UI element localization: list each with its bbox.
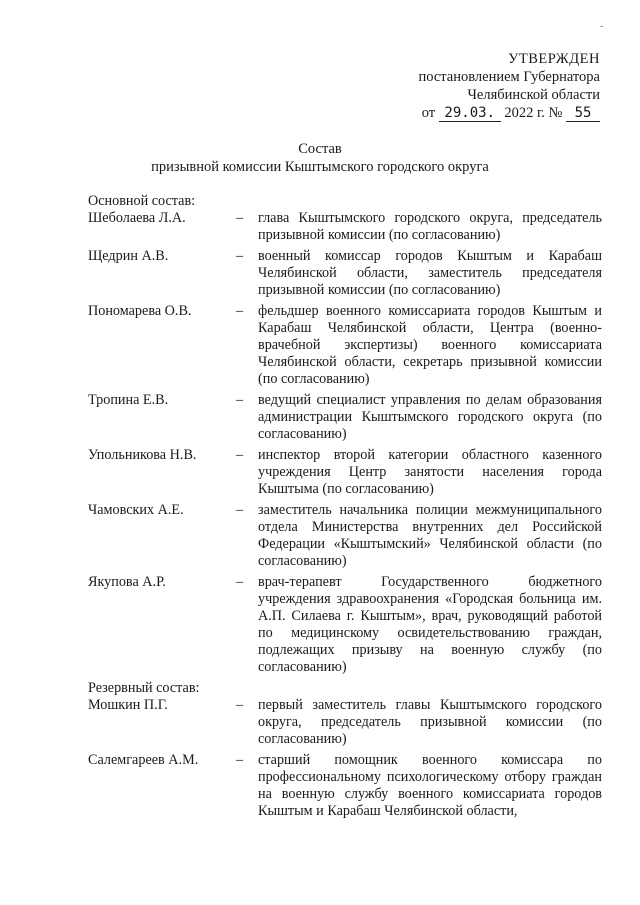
member-row	[88, 502, 602, 570]
approval-stamp	[380, 50, 600, 122]
member-dash: –	[236, 697, 244, 713]
member-role: первый заместитель главы Кыштымского городского округа, председатель призывной комиссии (по согласованию)	[258, 697, 602, 747]
member-role: инспектор второй категории областного казенного учреждения Центр занятости населения города Кыштыма (по согласованию)	[258, 447, 602, 497]
member-dash: –	[236, 303, 244, 319]
member-dash: –	[236, 502, 244, 518]
member-role: ведущий специалист управления по делам образования администрации Кыштымского городского округа (по согласованию)	[258, 392, 602, 442]
member-dash: –	[236, 752, 244, 768]
member-role: старший помощник военного комиссара по профессиональному психологическому отбору граждан на военную службу военного комиссариата городов Кыштым и Карабаш Челябинской области,	[258, 752, 602, 819]
member-name: Чамовских А.Е.	[88, 502, 184, 518]
member-dash: –	[236, 574, 244, 590]
member-role: фельдшер военного комиссариата городов Кыштым и Карабаш Челябинской области, Центра (военно-врачебной экспертизы) военного комиссариата Челябинской области, секретарь призывной комиссии (по согласованию)	[258, 303, 602, 387]
member-role: заместитель начальника полиции межмуниципального отдела Министерства внутренних дел Российской Федерации «Кыштымский» Челябинской области (по согласованию)	[258, 502, 602, 569]
year-text: 2022 г. №	[504, 105, 563, 121]
member-name: Шеболаева Л.А.	[88, 210, 186, 226]
member-row	[88, 752, 602, 820]
title-line-2: призывной комиссии Кыштымского городского округа	[151, 159, 489, 175]
member-dash: –	[236, 392, 244, 408]
date-prefix: от	[421, 105, 436, 121]
member-row	[88, 248, 602, 299]
reserve-section-heading: Резервный состав:	[88, 680, 200, 696]
title-line-1: Состав	[298, 141, 342, 157]
approval-date: 29.03.	[439, 105, 501, 122]
main-section-heading: Основной состав:	[88, 193, 196, 209]
member-row	[88, 697, 602, 748]
commission-list	[88, 193, 602, 824]
approval-line-1: постановлением Губернатора	[418, 69, 600, 85]
member-dash: –	[236, 210, 244, 226]
approval-line-2: Челябинской области	[467, 87, 600, 103]
member-name: Щедрин А.В.	[88, 248, 169, 264]
member-name: Якупова А.Р.	[88, 574, 166, 590]
member-dash: –	[236, 248, 244, 264]
member-row	[88, 303, 602, 388]
member-row	[88, 210, 602, 244]
approval-heading: УТВЕРЖДЕН	[508, 51, 600, 67]
member-dash: –	[236, 447, 244, 463]
member-row	[88, 447, 602, 498]
approval-date-line	[380, 104, 600, 122]
member-name: Мошкин П.Г.	[88, 697, 168, 713]
document-title	[0, 140, 640, 176]
member-name: Пономарева О.В.	[88, 303, 192, 319]
member-name: Тропина Е.В.	[88, 392, 169, 408]
member-role: глава Кыштымского городского округа, председатель призывной комиссии (по согласованию)	[258, 210, 602, 243]
member-row	[88, 392, 602, 443]
member-role: врач-терапевт Государственного бюджетного учреждения здравоохранения «Городская больница им. А.П. Силаева г. Кыштым», врач, руководящий работой по медицинскому освидетельствованию граждан, подлежащих призыву на военную службу (по согласованию)	[258, 574, 602, 675]
member-name: Салемгареев А.М.	[88, 752, 199, 768]
member-role: военный комиссар городов Кыштым и Карабаш Челябинской области, заместитель председателя призывной комиссии (по согласованию)	[258, 248, 602, 298]
approval-number: 55	[566, 105, 600, 122]
member-name: Упольникова Н.В.	[88, 447, 197, 463]
corner-mark: -	[600, 21, 604, 32]
member-row	[88, 574, 602, 676]
